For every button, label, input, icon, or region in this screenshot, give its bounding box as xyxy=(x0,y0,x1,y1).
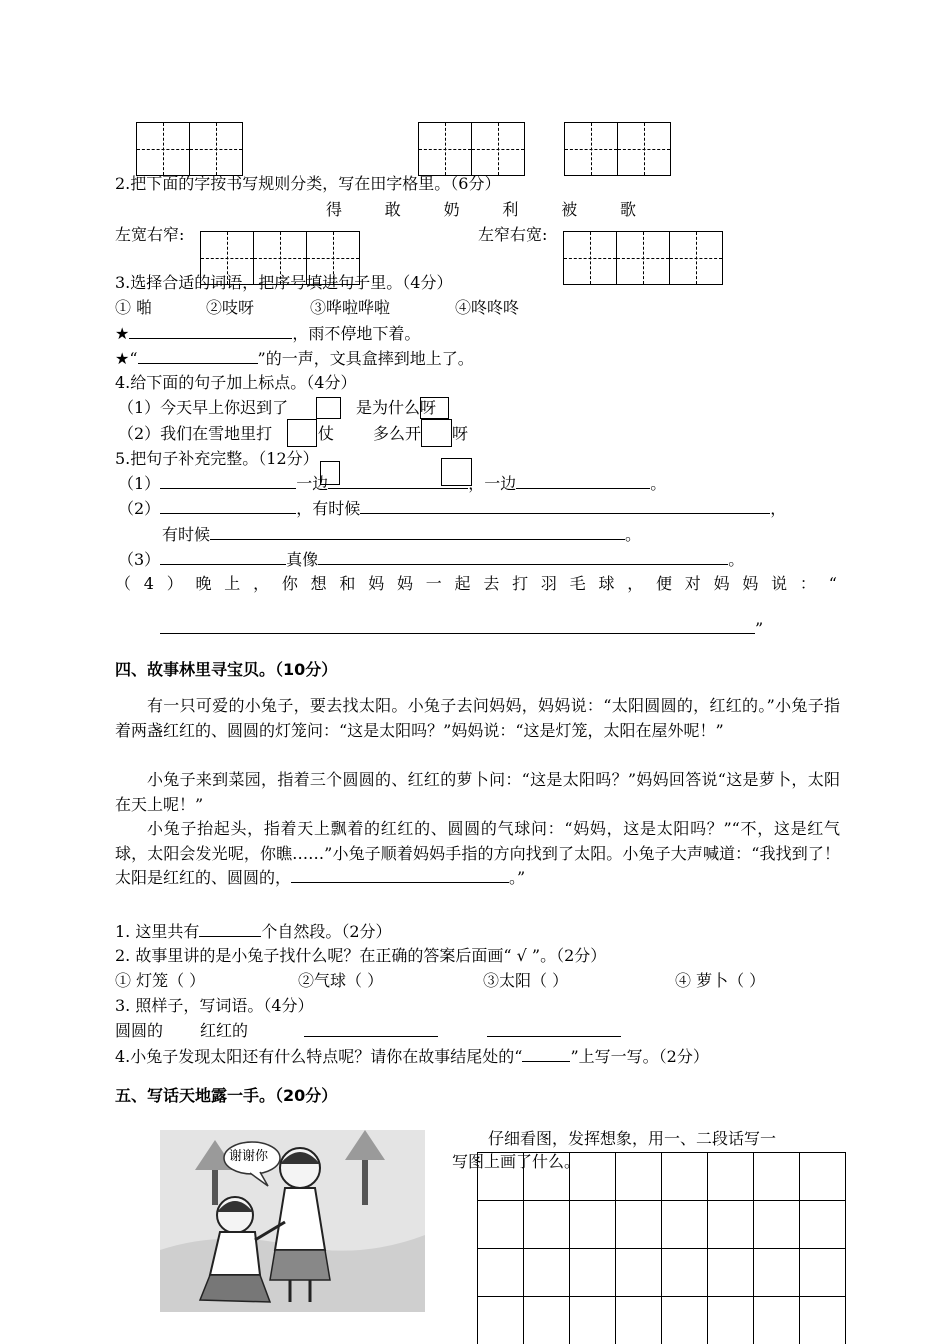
s4-q2: 2. 故事里讲的是小兔子找什么呢？在正确的答案后面画“ √ ”。（2分） xyxy=(115,946,607,965)
q5-row-2 xyxy=(118,498,786,519)
s4-q1a: 1. 这里共有 xyxy=(115,922,200,941)
q5-r4-char: 说 xyxy=(771,574,788,593)
answer-blank[interactable] xyxy=(291,867,509,883)
answer-blank[interactable] xyxy=(160,618,755,634)
answer-blank[interactable] xyxy=(160,498,296,514)
q2-char: 敢 xyxy=(384,200,401,219)
q5-r4-end: ” xyxy=(755,619,764,638)
q5-r4-char: 羽 xyxy=(540,574,557,593)
q5-r1-num: （1） xyxy=(118,474,161,493)
answer-blank[interactable] xyxy=(210,524,625,540)
q5-r4-char: 起 xyxy=(454,574,471,593)
q5-r4-char: 妈 xyxy=(396,574,413,593)
tianzige-top-2[interactable] xyxy=(418,122,524,176)
answer-blank[interactable] xyxy=(138,348,258,364)
q3-option-3: ③哗啦哗啦 xyxy=(310,298,391,317)
q3-s2-tail: ”的一声，文具盒摔到地上了。 xyxy=(257,349,474,368)
q5-r4-char: 和 xyxy=(339,574,356,593)
answer-blank[interactable] xyxy=(328,473,468,489)
q4-s2b: 仗 xyxy=(318,424,335,443)
s4-opt4[interactable]: ④ 萝卜（ ） xyxy=(675,971,766,990)
q5-row-4 xyxy=(115,574,837,594)
q5-r2b-end: 。 xyxy=(625,525,642,544)
answer-blank[interactable] xyxy=(160,473,296,489)
answer-blank[interactable] xyxy=(304,1021,438,1042)
answer-blank[interactable] xyxy=(129,323,292,339)
q5-row-1 xyxy=(118,473,666,494)
q5-r1-end: 。 xyxy=(650,474,667,493)
q5-r2-end: ， xyxy=(770,499,787,518)
q5-r4-char: ： xyxy=(799,574,816,593)
answer-blank[interactable] xyxy=(160,549,286,565)
answer-blank[interactable] xyxy=(318,549,728,565)
punctuation-box[interactable] xyxy=(316,397,341,419)
s4-example-1: 圆圆的 xyxy=(115,1021,164,1040)
q5-r4-char: （ xyxy=(115,574,132,593)
q5-r4-char: “ xyxy=(828,574,837,593)
q2-char: 被 xyxy=(561,200,578,219)
children-drawing xyxy=(160,1130,425,1312)
s4-q1 xyxy=(115,921,392,942)
tianzige-top-1[interactable] xyxy=(136,122,242,176)
q4-s1a: （1）今天早上你迟到了 xyxy=(118,398,289,417)
s4-q3: 3. 照样子，写词语。（4分） xyxy=(115,996,314,1015)
q5-row-3 xyxy=(118,549,744,570)
q5-r4-char: ） xyxy=(166,574,183,593)
q2-title: 2.把下面的字按书写规则分类，写在田字格里。（6分） xyxy=(115,174,501,193)
answer-blank[interactable] xyxy=(522,1046,570,1062)
section-4-heading: 四、故事林里寻宝贝。（10分） xyxy=(115,660,338,679)
q3-sentence-2 xyxy=(115,348,474,369)
q5-r1-a: 一边 xyxy=(296,474,329,493)
q5-r4-char: 你 xyxy=(281,574,298,593)
story-paragraph-1: 有一只可爱的小兔子，要去找太阳。小兔子去问妈妈，妈妈说：“太阳圆圆的，红红的。”小兔子指着两盏红红的、圆圆的灯笼问：“这是太阳吗？”妈妈说：“这是灯笼，太阳在屋外呢！” xyxy=(115,696,840,740)
answer-blank[interactable] xyxy=(487,1021,621,1042)
q5-r4-char: 4 xyxy=(143,574,154,593)
answer-blank[interactable] xyxy=(199,921,261,937)
q5-r4-char: 上 xyxy=(224,574,241,593)
story-paragraph-2: 小兔子来到菜园，指着三个圆圆的、红红的萝卜问：“这是太阳吗？”妈妈回答说“这是萝卜，太阳在天上呢！” xyxy=(115,770,840,814)
s5-instruction-2: 写图上画了什么。 xyxy=(452,1152,581,1171)
q4-s2c: 多么开 xyxy=(373,424,422,443)
story-paragraph-3 xyxy=(115,817,840,891)
q5-r4-char: 晚 xyxy=(195,574,212,593)
tianzige-right-wide[interactable] xyxy=(563,231,722,285)
q5-title: 5.把句子补充完整。（12分） xyxy=(115,449,319,468)
s4-opt3[interactable]: ③太阳（ ） xyxy=(483,971,569,990)
q5-r4-char: 去 xyxy=(483,574,500,593)
s4-example-2: 红红的 xyxy=(200,1021,249,1040)
s4-q4a: 4.小兔子发现太阳还有什么特点呢？请你在故事结尾处的“ xyxy=(115,1047,523,1066)
punctuation-box[interactable] xyxy=(421,419,452,447)
punctuation-box[interactable] xyxy=(287,419,317,447)
q5-r2-a: ，有时候 xyxy=(296,499,361,518)
q5-r4-char: 对 xyxy=(684,574,701,593)
q3-option-2: ②吱呀 xyxy=(206,298,255,317)
q5-r4-char: 球 xyxy=(598,574,615,593)
q2-char-list xyxy=(326,200,636,220)
q3-sentence-1 xyxy=(115,323,420,344)
answer-blank[interactable] xyxy=(360,498,770,514)
q2-char: 奶 xyxy=(443,200,460,219)
q5-r2b-a: 有时候 xyxy=(162,525,211,544)
s5-instruction-1: 仔细看图，发挥想象，用一、二段话写一 xyxy=(488,1129,777,1148)
q5-r4-char: 一 xyxy=(425,574,442,593)
q2-left-label: 左宽右窄: xyxy=(115,225,185,244)
q5-row-4b xyxy=(160,618,763,639)
star-icon: ★ xyxy=(115,349,130,368)
q5-r4-char: 打 xyxy=(512,574,529,593)
q5-r4-char: 便 xyxy=(656,574,673,593)
children-illustration xyxy=(160,1130,425,1312)
s4-q4b: ”上写一写。（2分） xyxy=(570,1047,709,1066)
q5-r2-num: （2） xyxy=(118,499,161,518)
q2-char: 歌 xyxy=(619,200,636,219)
story-p3-text: 小兔子抬起头，指着天上飘着的红红的、圆圆的气球问：“妈妈，这是太阳吗？”“不，这是红气球，太阳会发光呢，你瞧……”小兔子顺着妈妈手指的方向找到了太阳。小兔子大声喊道：“我找到了！太阳是红红的、圆圆的， xyxy=(115,819,840,887)
q5-r3-end: 。 xyxy=(728,550,745,569)
q3-s2-head: “ xyxy=(129,349,138,368)
q3-option-4: ④咚咚咚 xyxy=(455,298,520,317)
q5-r4-char: 妈 xyxy=(742,574,759,593)
story-p3-end: 。” xyxy=(509,868,526,887)
q4-title: 4.给下面的句子加上标点。（4分） xyxy=(115,373,357,392)
q3-title: 3.选择合适的词语，把序号填进句子里。（4分） xyxy=(115,273,453,292)
q3-s1-tail: ，雨不停地下着。 xyxy=(292,324,421,343)
q4-s1b: 是为什么呀 xyxy=(356,398,437,417)
q5-r4-char: ， xyxy=(253,574,270,593)
q5-r4-char: 妈 xyxy=(713,574,730,593)
answer-blank[interactable] xyxy=(516,473,650,489)
q5-r4-char: 毛 xyxy=(569,574,586,593)
q2-char: 利 xyxy=(502,200,519,219)
writing-grid[interactable] xyxy=(477,1152,847,1344)
s4-q1b: 个自然段。（2分） xyxy=(261,922,392,941)
punctuation-box[interactable] xyxy=(420,397,449,419)
tianzige-top-3[interactable] xyxy=(564,122,670,176)
section-5-heading: 五、写话天地露一手。（20分） xyxy=(115,1086,338,1105)
q5-r1-b: ，一边 xyxy=(468,474,517,493)
q5-r4-char: ， xyxy=(627,574,644,593)
star-icon: ★ xyxy=(115,324,130,343)
q3-option-1: ① 啪 xyxy=(115,298,153,317)
q4-s2d: 呀 xyxy=(452,424,469,443)
s4-opt2[interactable]: ②气球（ ） xyxy=(298,971,384,990)
q2-char: 得 xyxy=(326,200,343,219)
q5-r3-num: （3） xyxy=(118,550,161,569)
q5-row-2b xyxy=(162,524,641,545)
q4-s2a: （2）我们在雪地里打 xyxy=(118,424,273,443)
speech-bubble-text: 谢谢你 xyxy=(229,1149,269,1164)
q5-r3-a: 真像 xyxy=(286,550,319,569)
q5-r4-char: 妈 xyxy=(368,574,385,593)
q2-right-label: 左窄右宽: xyxy=(478,225,548,244)
s4-opt1[interactable]: ① 灯笼（ ） xyxy=(115,971,206,990)
s4-q4 xyxy=(115,1046,709,1067)
q5-r4-char: 想 xyxy=(310,574,327,593)
